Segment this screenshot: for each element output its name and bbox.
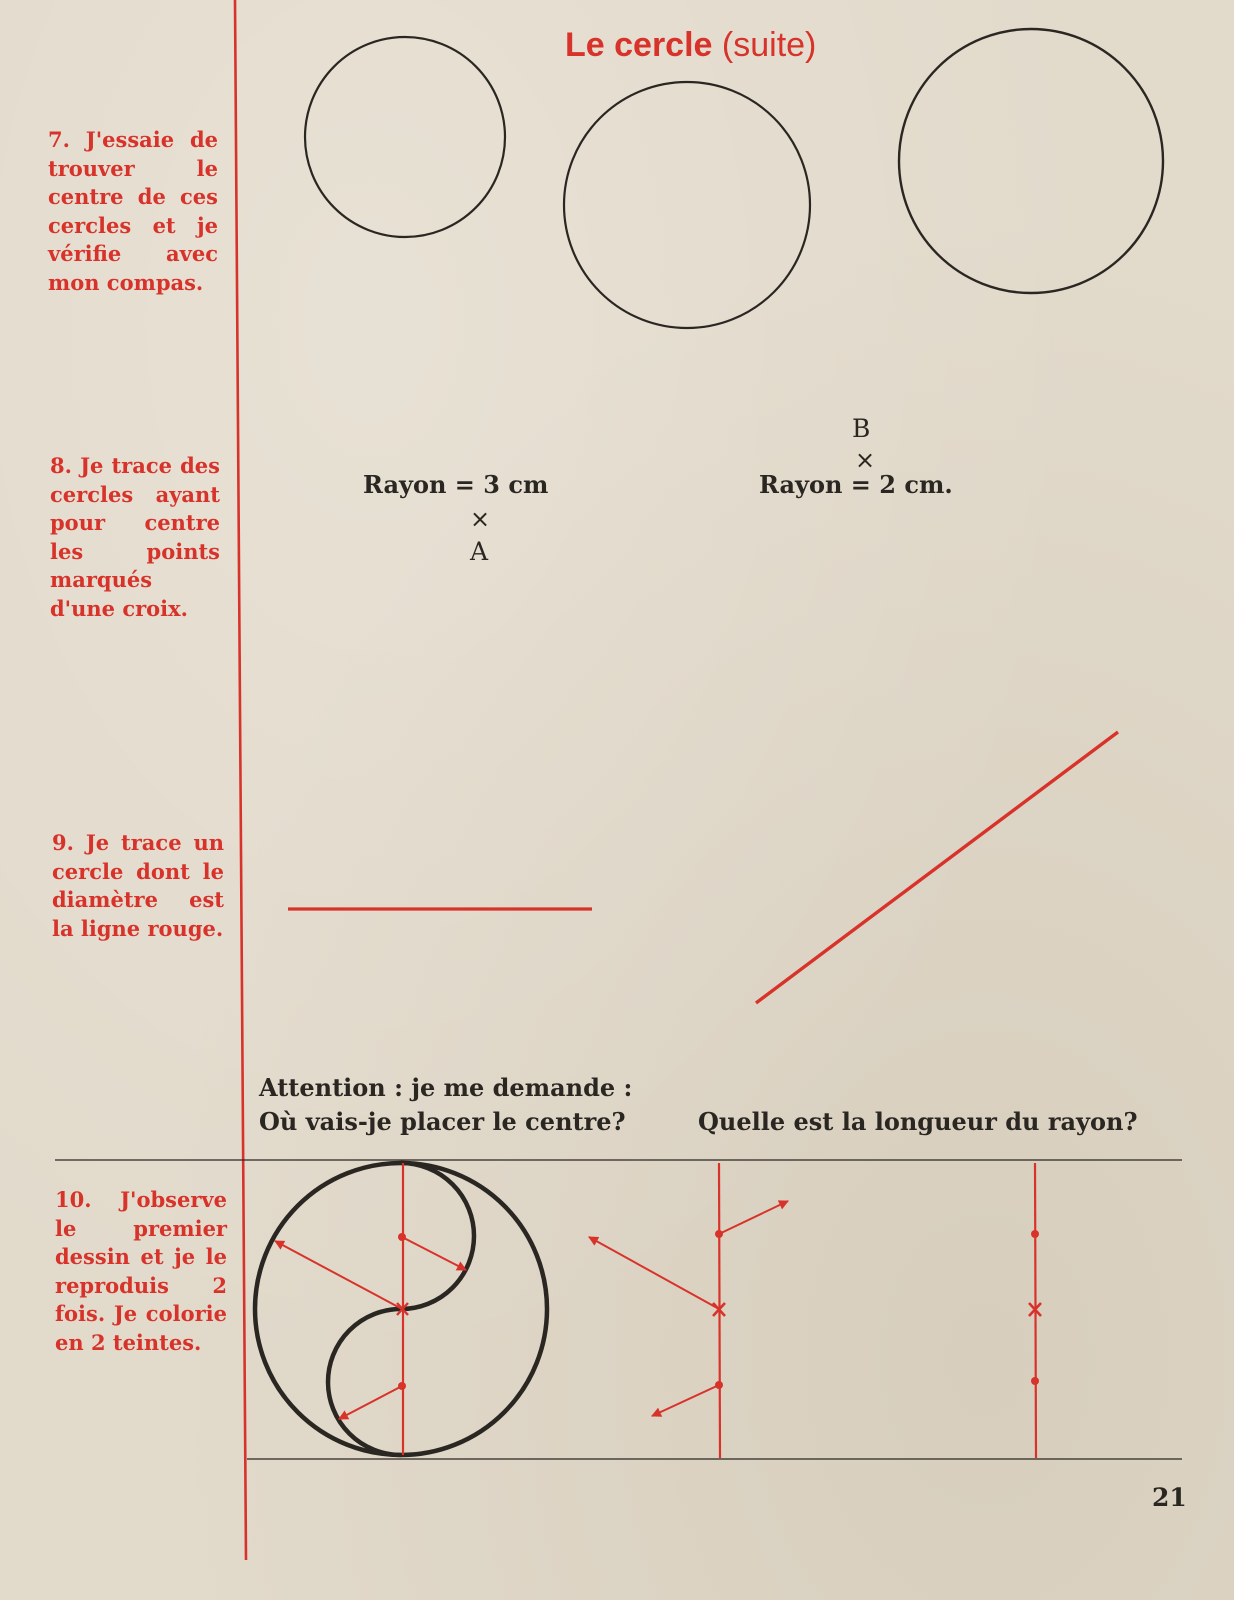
exercise-8-instruction (50, 452, 220, 623)
construction-figure-2 (589, 1163, 788, 1458)
circle-medium (564, 82, 810, 328)
cross-a-icon: × (470, 505, 491, 533)
exercise-7-instruction (48, 126, 218, 297)
radius-b-text: Rayon = 2 cm. (759, 470, 953, 499)
margin-line (235, 0, 246, 1560)
title-suffix: (suite) (721, 26, 817, 64)
radius-a-text: Rayon = 3 cm (363, 470, 549, 499)
exercise-text: J'essaie de trouver le centre de ces cercles et je vérifie avec mon compas. (48, 127, 218, 295)
cross-b-icon: × (855, 446, 876, 474)
circle-large (899, 29, 1163, 293)
page-title (565, 26, 816, 65)
exercise-text: Je trace un cercle dont le diamètre est la ligne rouge. (52, 830, 224, 941)
exercise-10-instruction (55, 1186, 227, 1357)
diameter-line-diagonal (756, 732, 1118, 1003)
exercise-text: J'observe le premier dessin et je le reproduis 2 fois. Je colorie en 2 teintes. (55, 1187, 227, 1355)
point-b-label: B (852, 414, 871, 443)
exercise-number: 10. (55, 1187, 92, 1212)
circle-small (305, 37, 505, 237)
exercise-text: Je trace des cercles ayant pour centre les points marqués d'une croix. (50, 453, 220, 621)
attention-line: Attention : je me demande : (259, 1073, 633, 1102)
construction-figure-3 (1029, 1163, 1041, 1458)
yin-yang-figure (255, 1163, 547, 1455)
point-a-label: A (470, 537, 489, 566)
exercise-number: 7. (48, 127, 70, 152)
page-number: 21 (1152, 1483, 1187, 1512)
exercise-number: 8. (50, 453, 72, 478)
title-main: Le cercle (565, 26, 713, 64)
exercise-9-instruction (52, 829, 224, 943)
attention-question-center: Où vais-je placer le centre? (259, 1107, 626, 1136)
exercise-number: 9. (52, 830, 74, 855)
attention-question-radius: Quelle est la longueur du rayon? (698, 1107, 1138, 1136)
